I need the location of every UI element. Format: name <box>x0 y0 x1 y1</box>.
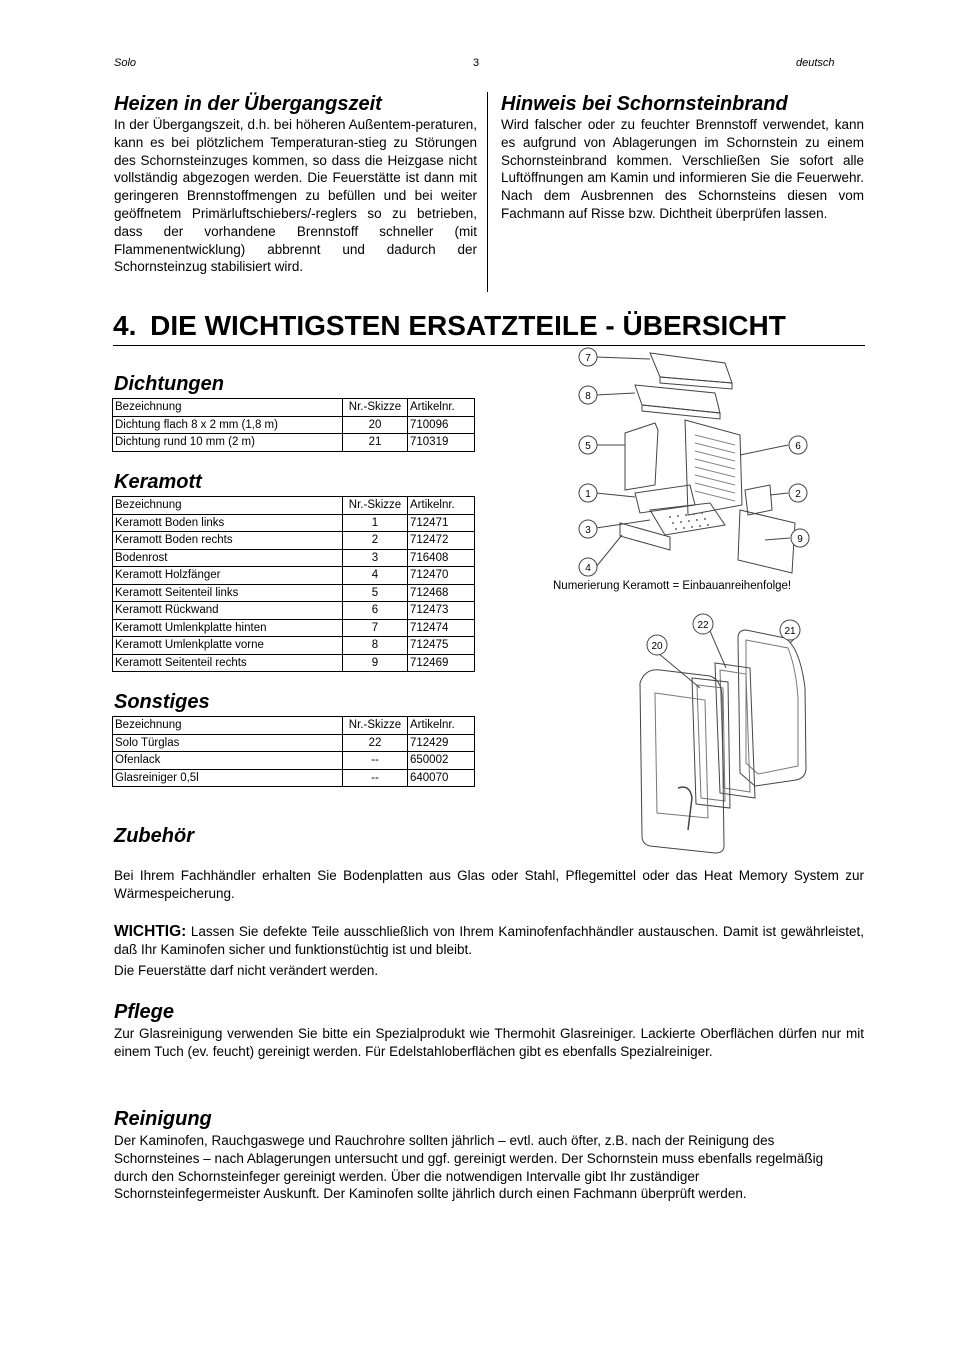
part-article: 716408 <box>408 549 475 567</box>
keramott-table <box>112 496 475 672</box>
part-sketch: 20 <box>343 416 408 434</box>
table-row <box>113 734 475 752</box>
door-exploded-diagram <box>630 608 830 858</box>
callout-21: 21 <box>784 626 796 637</box>
callout-2: 2 <box>795 489 801 500</box>
col-name-header: Bezeichnung <box>113 497 343 515</box>
col-article-header: Artikelnr. <box>408 717 475 735</box>
part-sketch: 5 <box>343 584 408 602</box>
table-row <box>113 584 475 602</box>
table-row <box>113 654 475 672</box>
section-title: DIE WICHTIGSTEN ERSATZTEILE - ÜBERSICHT <box>150 310 786 341</box>
part-article: 650002 <box>408 752 475 770</box>
col-sketch-header: Nr.-Skizze <box>343 497 408 515</box>
table-header-row <box>113 399 475 417</box>
callout-4: 4 <box>585 563 591 574</box>
table-row <box>113 514 475 532</box>
part-name: Glasreiniger 0,5l <box>113 769 343 787</box>
callout-20: 20 <box>651 641 663 652</box>
table-row <box>113 637 475 655</box>
callout-3: 3 <box>585 525 591 536</box>
door-seal-part <box>738 630 806 786</box>
table-row <box>113 532 475 550</box>
part-sketch: 8 <box>343 637 408 655</box>
callout-7: 7 <box>585 353 591 364</box>
dichtungen-table <box>112 398 475 452</box>
part-article: 710319 <box>408 434 475 452</box>
part-article: 712473 <box>408 602 475 620</box>
sonstiges-title: Sonstiges <box>114 691 210 713</box>
part-name: Dichtung flach 8 x 2 mm (1,8 m) <box>113 416 343 434</box>
table-header-row <box>113 717 475 735</box>
side-left-part <box>625 423 658 490</box>
part-sketch: 9 <box>343 654 408 672</box>
baffle-rear-part <box>650 353 732 383</box>
floor-left-part <box>635 485 695 513</box>
part-article: 712475 <box>408 637 475 655</box>
part-sketch: 4 <box>343 567 408 585</box>
table-row <box>113 416 475 434</box>
log-retainer-part <box>620 523 670 550</box>
header-left: Solo <box>114 57 137 69</box>
heizen-text: In der Übergangszeit, d.h. bei höheren Außentem-peraturen, kann es bei plötzlichem Temperaturan-stieg zu Störungen des Schornsteinzuges kommen, so dass die Heizgase nicht vollständig abgezogen werden. Die Feuerstätte ist dann mit geringeren Brennstoffmengen zu befüllen und bei weiter geöffnetem Primärluftschiebers/-reglers so zu betrieben, dass der vorhandene Brennstoff schneller (mit Flammenentwicklung) abbrennt und dadurch der Schornsteinzug stabilisiert wird. <box>114 117 477 275</box>
part-sketch: 7 <box>343 619 408 637</box>
reinigung-title: Reinigung <box>114 1108 212 1130</box>
col-name-header: Bezeichnung <box>113 399 343 417</box>
wichtig-label: WICHTIG: <box>114 923 187 940</box>
part-article: 710096 <box>408 416 475 434</box>
part-name: Keramott Umlenkplatte vorne <box>113 637 343 655</box>
col-article-header: Artikelnr. <box>408 399 475 417</box>
table-row <box>113 752 475 770</box>
table-row <box>113 619 475 637</box>
part-name: Keramott Seitenteil rechts <box>113 654 343 672</box>
wichtig-text: Lassen Sie defekte Teile ausschließlich von Ihrem Kaminofenfachhändler austauschen. Damit ist gewährleistet, daß Ihr Kaminofen sicher und funktionstüchtig ist und bleibt. <box>114 924 864 957</box>
column-divider <box>487 92 488 292</box>
pflege-text: Zur Glasreinigung verwenden Sie bitte ein Spezialprodukt wie Thermohit Glasreiniger. Lackierte Oberflächen dürfen nur mit einem Tuch (ev. feucht) gereinigt werden. Für Edelstahloberflächen gibt es ebenfalls Spezialreiniger. <box>114 1026 864 1059</box>
part-name: Bodenrost <box>113 549 343 567</box>
part-name: Keramott Boden links <box>113 514 343 532</box>
col-article-header: Artikelnr. <box>408 497 475 515</box>
zubehoer-title: Zubehör <box>114 825 194 847</box>
table-row <box>113 549 475 567</box>
part-sketch: 22 <box>343 734 408 752</box>
table-header-row <box>113 497 475 515</box>
table-row <box>113 434 475 452</box>
keramott-title: Keramott <box>114 471 202 493</box>
header-right: deutsch <box>796 57 835 69</box>
reinigung-text: Der Kaminofen, Rauchgaswege und Rauchrohre sollten jährlich – evtl. auch öfter, z.B. nach der Reinigung des Schornsteines – nach Ablagerungen untersucht und ggf. gereinigt werden. Der Schornstein muss ebenfalls regelmäßig durch den Schornsteinfeger gereinigt werden. Über die notwendigen Intervalle gibt Ihr zuständiger Schornsteinfegermeister Auskunft. Der Kaminofen sollte jährlich durch einen Fachmann überprüft werden. <box>114 1133 824 1202</box>
callout-5: 5 <box>585 441 591 452</box>
callout-8: 8 <box>585 391 591 402</box>
dichtungen-title: Dichtungen <box>114 373 224 395</box>
part-name: Keramott Boden rechts <box>113 532 343 550</box>
callout-labels <box>579 348 809 576</box>
part-sketch: 1 <box>343 514 408 532</box>
col-sketch-header: Nr.-Skizze <box>343 717 408 735</box>
pflege-title: Pflege <box>114 1001 175 1023</box>
callout-1: 1 <box>585 489 591 500</box>
part-name: Dichtung rund 10 mm (2 m) <box>113 434 343 452</box>
part-name: Solo Türglas <box>113 734 343 752</box>
part-sketch: -- <box>343 752 408 770</box>
col-sketch-header: Nr.-Skizze <box>343 399 408 417</box>
door-handle-part <box>678 787 692 830</box>
hinweis-text: Wird falscher oder zu feuchter Brennstoff verwendet, kann es aufgrund von Ablagerungen im Schornstein zu einem Schornsteinbrand kommen. Verschließen Sie sofort alle Luftöffnungen am Kamin und informieren Sie die Feuerwehr. Nach dem Ausbrennen des Schornsteins diesen vom Fachmann auf Risse bzw. Dichtheit überprüfen lassen. <box>501 117 864 221</box>
zubehoer-text: Bei Ihrem Fachhändler erhalten Sie Bodenplatten aus Glas oder Stahl, Pflegemittel oder das Heat Memory System zur Wärmespeicherung. <box>114 868 864 901</box>
keramott-exploded-diagram <box>560 345 820 580</box>
part-article: 712429 <box>408 734 475 752</box>
section-number: 4. <box>113 310 137 341</box>
table-row <box>113 769 475 787</box>
floor-right-part <box>745 485 772 515</box>
sonstiges-table <box>112 716 475 787</box>
part-sketch: 2 <box>343 532 408 550</box>
part-name: Ofenlack <box>113 752 343 770</box>
part-name: Keramott Rückwand <box>113 602 343 620</box>
heizen-title: Heizen in der Übergangszeit <box>114 93 382 115</box>
part-article: 712469 <box>408 654 475 672</box>
part-name: Keramott Umlenkplatte hinten <box>113 619 343 637</box>
callout-9: 9 <box>797 534 803 545</box>
part-sketch: -- <box>343 769 408 787</box>
part-sketch: 21 <box>343 434 408 452</box>
side-right-part <box>738 510 795 573</box>
page-number: 3 <box>473 57 480 69</box>
part-name: Keramott Holzfänger <box>113 567 343 585</box>
part-article: 712471 <box>408 514 475 532</box>
part-article: 712472 <box>408 532 475 550</box>
part-article: 712468 <box>408 584 475 602</box>
part-article: 640070 <box>408 769 475 787</box>
wichtig-text-2: Die Feuerstätte darf nicht verändert werden. <box>114 963 379 978</box>
table-row <box>113 602 475 620</box>
part-article: 712474 <box>408 619 475 637</box>
part-name: Keramott Seitenteil links <box>113 584 343 602</box>
part-sketch: 6 <box>343 602 408 620</box>
table-row <box>113 567 475 585</box>
callout-22: 22 <box>697 620 709 631</box>
door-glass-part <box>715 663 755 798</box>
diagram-caption: Numerierung Keramott = Einbauanreihenfolge! <box>553 580 792 592</box>
part-sketch: 3 <box>343 549 408 567</box>
callout-6: 6 <box>795 441 801 452</box>
col-name-header: Bezeichnung <box>113 717 343 735</box>
hinweis-title: Hinweis bei Schornsteinbrand <box>501 93 788 115</box>
part-article: 712470 <box>408 567 475 585</box>
section-heading <box>113 308 865 346</box>
wichtig-paragraph <box>114 923 864 959</box>
